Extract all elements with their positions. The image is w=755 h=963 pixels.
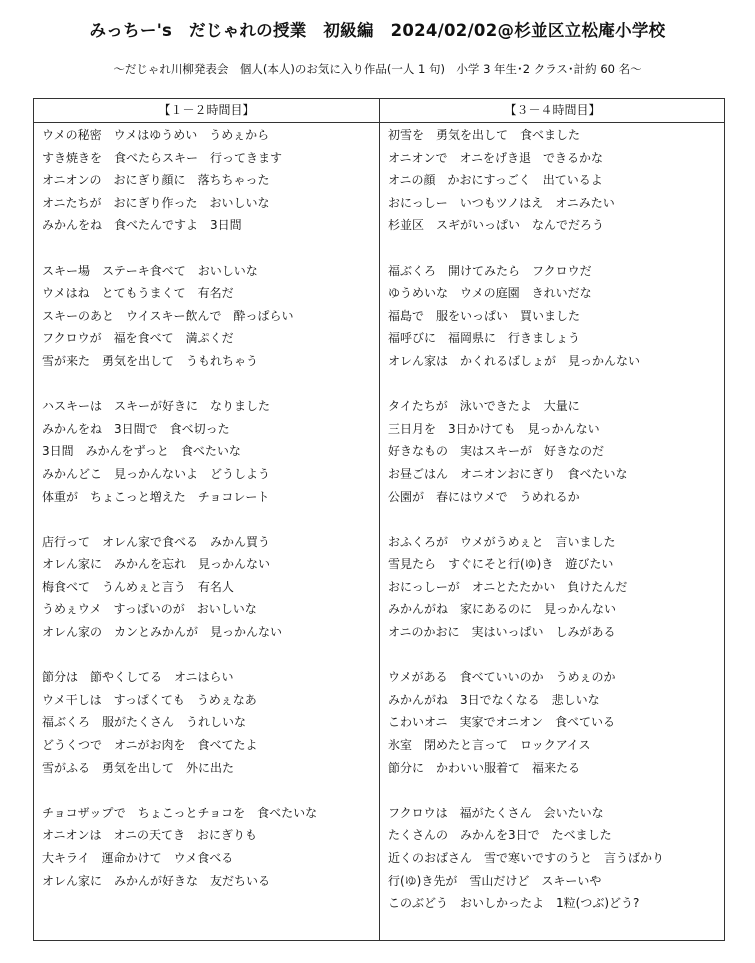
poem-line: みかんがね 家にあるのに 見っかんない (388, 602, 617, 617)
poem-line: こわいオニ 実家でオニオン 食べている (388, 715, 616, 730)
page-subtitle: ～だじゃれ川柳発表会 個人(本人)のお気に入り作品(一人 1 句) 小学 3 年生･2 クラス･計約 60 名～ (113, 62, 642, 76)
poem-line: オレん家に みかんを忘れ 見っかんない (42, 557, 271, 572)
poem-line: 杉並区 スギがいっぱい なんでだろう (388, 218, 605, 233)
group-spacer (42, 644, 375, 667)
poem-line: 雪がふる 勇気を出して 外に出た (42, 760, 235, 775)
column-header: 【３－４時間目】 (504, 103, 601, 117)
column-divider (379, 99, 380, 940)
poem-line: 雪が来た 勇気を出して うもれちゃう (42, 353, 259, 368)
poem-line: すき焼きを 食べたらスキー 行ってきます (42, 150, 283, 165)
poem-line: うめぇウメ すっぱいのが おいしいな (42, 602, 257, 617)
poem-line: 福ぶくろ 服がたくさん うれしいな (42, 715, 247, 730)
column-period-3-4 (380, 99, 725, 911)
poem-line: 初雪を 勇気を出して 食べました (388, 128, 581, 142)
poem-line: スキー場 ステーキ食べて おいしいな (42, 263, 258, 278)
poem-line: このぶどう おいしかったよ 1粒(つぶ)どう? (388, 896, 640, 911)
poem-line: たくさんの みかんを3日で たべました (388, 828, 612, 843)
column-period-1-2 (34, 99, 379, 888)
poem-line: 節分は 節やくしてる オニはらい (42, 670, 234, 685)
poem-line: 福呼びに 福岡県に 行きましょう (388, 331, 581, 346)
poem-line: フクロウが 福を食べて 満ぷくだ (42, 331, 234, 346)
poem-line: ゆうめいな ウメの庭園 きれいだな (388, 286, 592, 301)
poem-line: オニオンは オニの天てき おにぎりも (42, 828, 258, 843)
group-spacer (388, 779, 721, 802)
group-spacer (388, 508, 721, 531)
poem-line: みかんどこ 見っかんないよ どうしよう (42, 466, 271, 481)
poem-line: お昼ごはん オニオンおにぎり 食べたいな (388, 466, 628, 481)
poem-line: おにっしー いつもツノはえ オニみたい (388, 195, 615, 210)
poem-line: 福島で 服をいっぱい 買いました (388, 308, 581, 323)
group-spacer (388, 237, 721, 260)
poem-line: 3日間 みかんをずっと 食べたいな (42, 444, 241, 459)
poem-line: みかんをね 食べたんですよ 3日間 (42, 218, 242, 233)
group-spacer (388, 373, 721, 396)
poem-line: 店行って オレん家で食べる みかん買う (42, 534, 271, 549)
poem-line: オレん家に みかんが好きな 友だちいる (42, 873, 271, 888)
poem-line: どうくつで オニがお肉を 食べてたよ (42, 738, 258, 753)
poem-line: オニオンの おにぎり顔に 落ちちゃった (42, 173, 270, 188)
poem-line: ウメ干しは すっぱくても うめぇなあ (42, 692, 257, 707)
poem-line: おふくろが ウメがうめぇと 言いました (388, 534, 616, 549)
poem-line: オレん家の カンとみかんが 見っかんない (42, 625, 283, 640)
poem-line: おにっしーが オニとたたかい 負けたんだ (388, 579, 628, 594)
poem-line: 氷室 閉めたと言って ロックアイス (388, 738, 591, 753)
group-spacer (42, 779, 375, 802)
poem-line: ウメの秘密 ウメはゆうめい うめぇから (42, 128, 270, 142)
poem-line: オニたちが おにぎり作った おいしいな (42, 195, 270, 210)
poem-line: 梅食べて うんめぇと言う 有名人 (42, 579, 234, 594)
poem-line: 行(ゆ)き先が 雪山だけど スキーいや (388, 873, 602, 888)
poem-line: オニオンで オニをげき退 できるかな (388, 150, 604, 165)
poem-line: 福ぶくろ 開けてみたら フクロウだ (388, 263, 592, 278)
poem-line: 節分に かわいい服着て 福来たる (388, 760, 581, 775)
poem-line: オレん家は かくれるばしょが 見っかんない (388, 353, 641, 368)
poem-line: 公園が 春にはウメで うめれるか (388, 489, 580, 504)
poem-line: 三日月を 3日かけても 見っかんない (388, 421, 600, 436)
poem-line: みかんをね 3日間で 食べ切った (42, 421, 230, 436)
poem-line: ウメがある 食べていいのか うめぇのか (388, 670, 616, 685)
page-title: みっちー's だじゃれの授業 初級編 2024/02/02@杉並区立松庵小学校 (89, 21, 666, 40)
poem-line: みかんがね 3日でなくなる 悲しいな (388, 692, 600, 707)
header-divider (34, 122, 724, 123)
group-spacer (42, 237, 375, 260)
poem-line: 体重が ちょこっと増えた チョコレート (42, 489, 270, 504)
poem-list (42, 124, 375, 892)
poem-line: 好きなもの 実はスキーが 好きなのだ (388, 444, 605, 459)
poem-line: オニのかおに 実はいっぱい しみがある (388, 625, 616, 640)
column-header: 【１－２時間目】 (158, 103, 255, 117)
poem-line: 雪見たら すぐにそと行(ゆ)き 遊びたい (388, 557, 614, 572)
poem-line: 近くのおばさん 雪で寒いですのうと 言うばかり (388, 851, 665, 865)
poem-line: チョコザップで ちょこっとチョコを 食べたいな (42, 805, 318, 820)
poem-line: オニの顔 かおにすっごく 出ているよ (388, 173, 603, 188)
poem-line: フクロウは 福がたくさん 会いたいな (388, 805, 604, 820)
poem-line: ウメはね とてもうまくて 有名だ (42, 286, 234, 301)
poem-list (388, 124, 721, 915)
group-spacer (42, 508, 375, 531)
senryu-table (33, 98, 725, 941)
poem-line: 大キライ 運命かけて ウメ食べる (42, 851, 234, 865)
poem-line: スキーのあと ウイスキー飲んで 酔っぱらい (42, 308, 294, 323)
poem-line: タイたちが 泳いできたよ 大量に (388, 399, 580, 414)
group-spacer (388, 644, 721, 667)
poem-line: ハスキーは スキーが好きに なりました (42, 399, 271, 414)
group-spacer (42, 373, 375, 396)
